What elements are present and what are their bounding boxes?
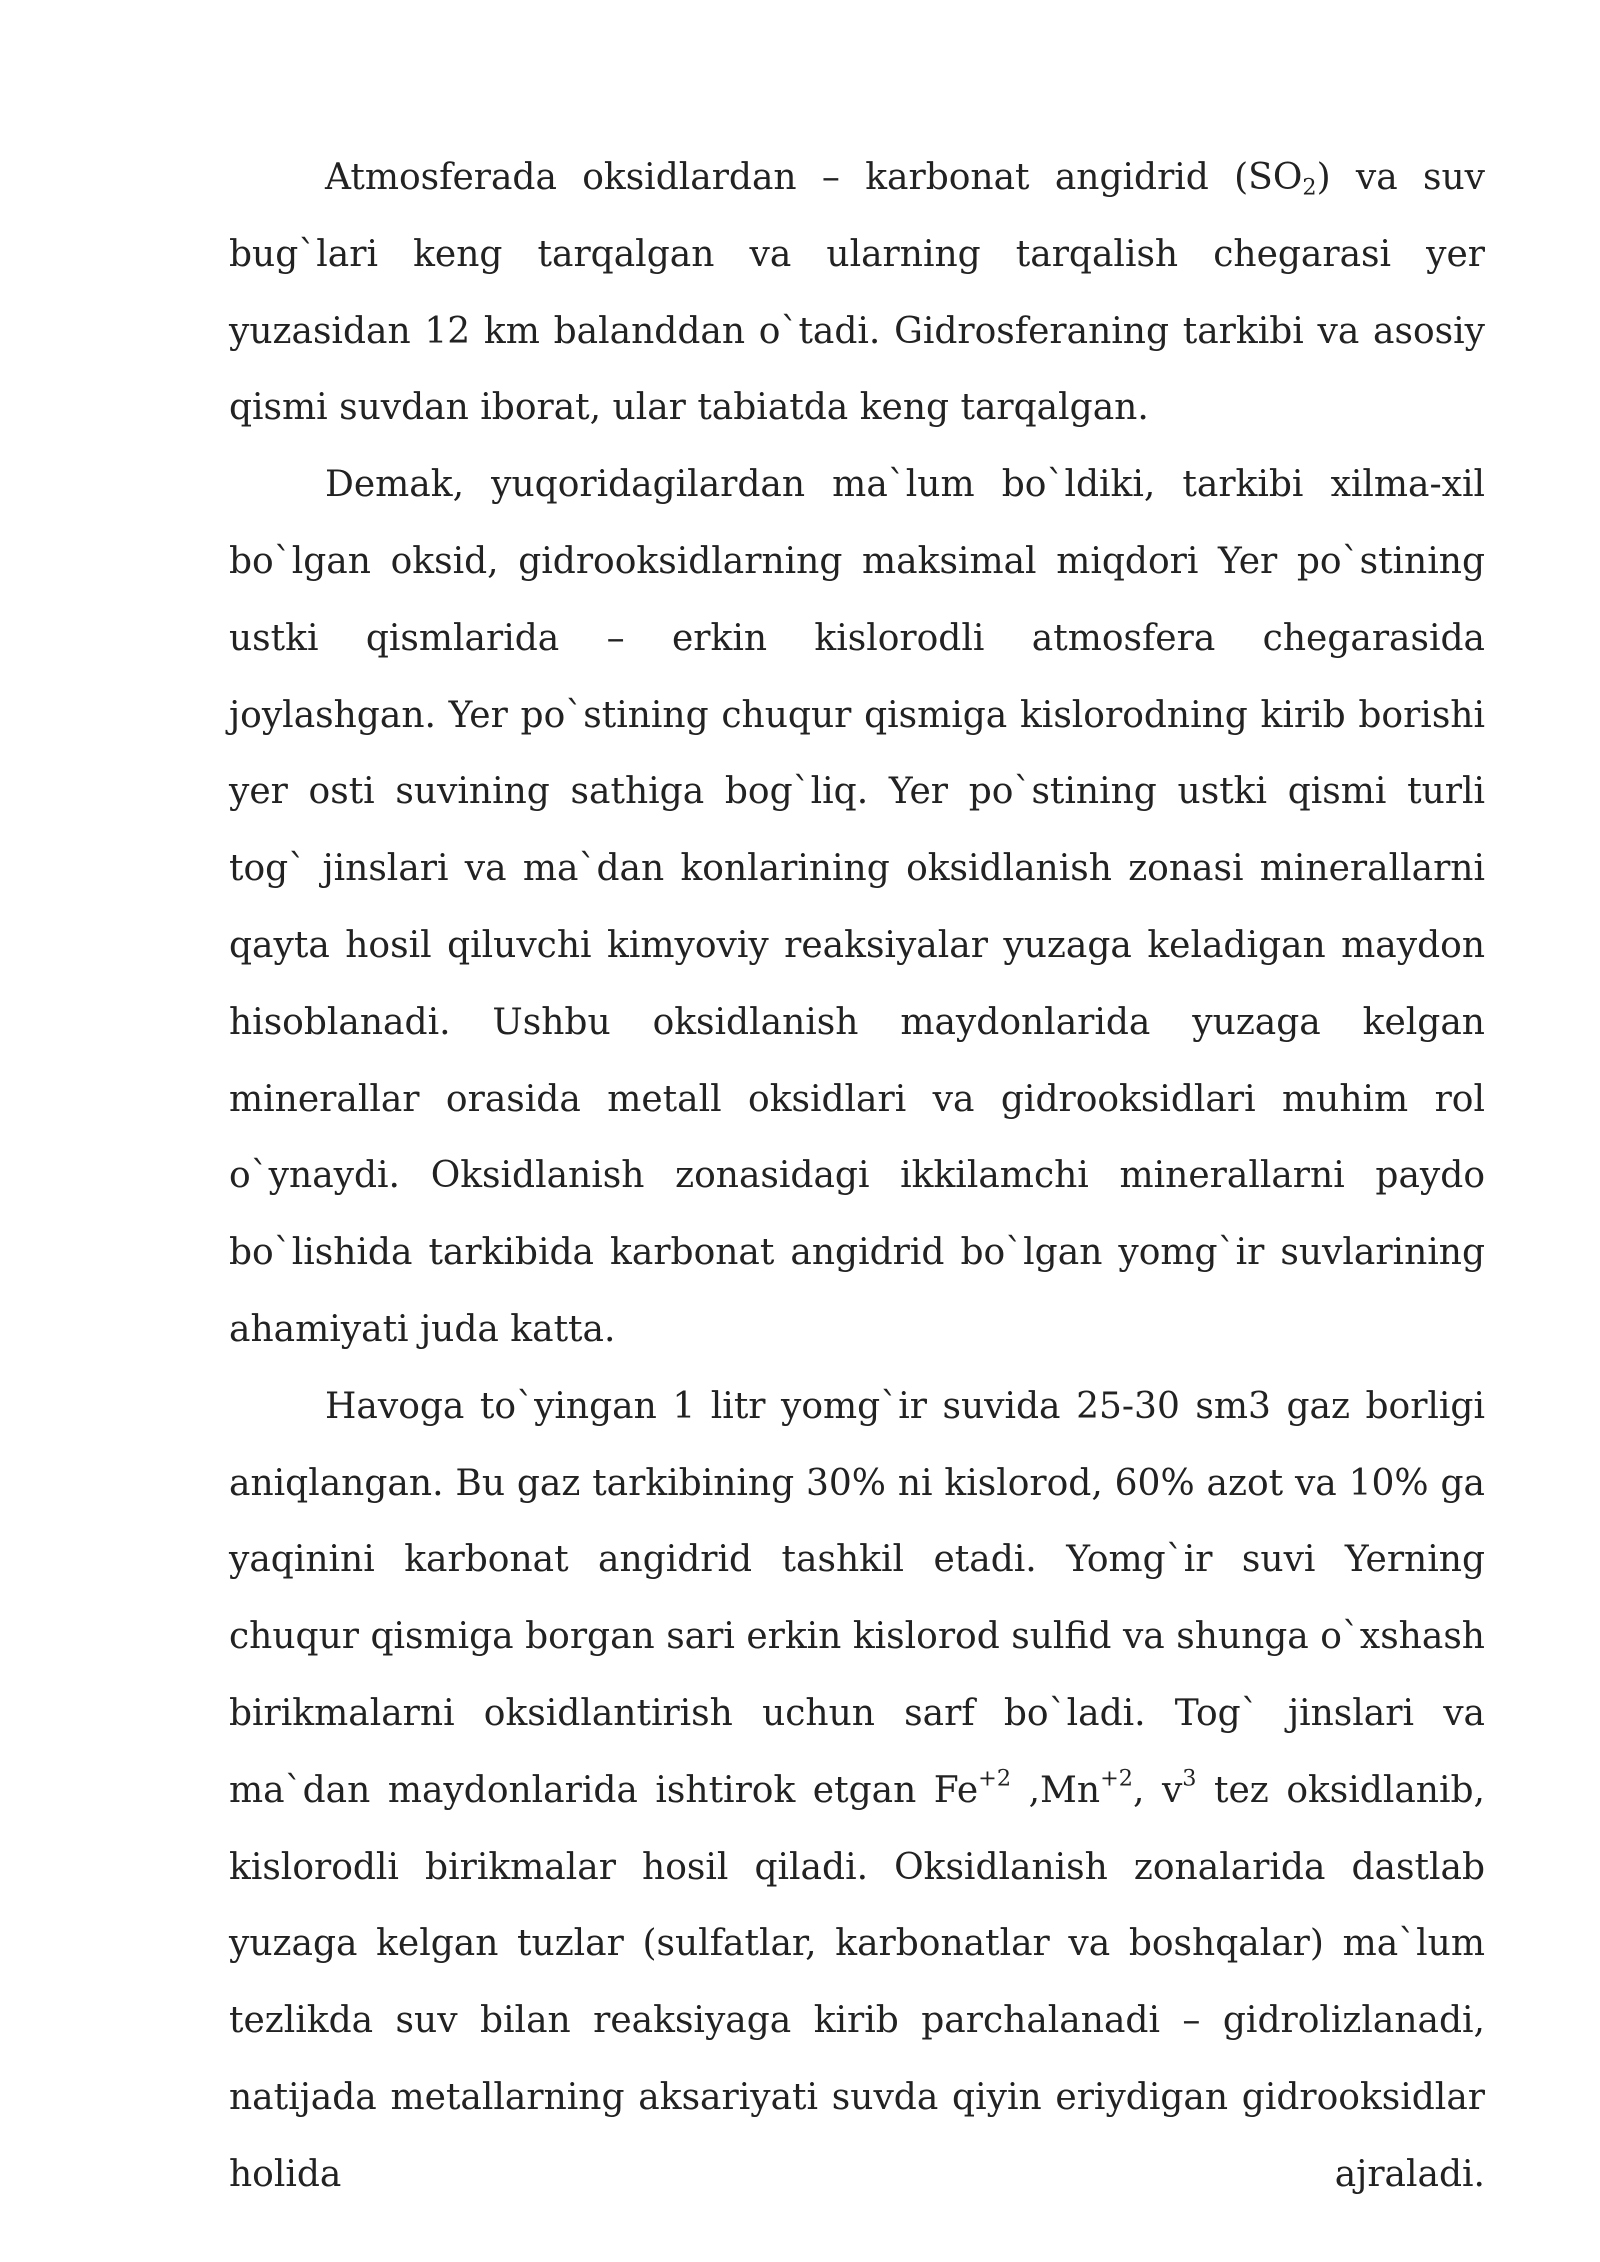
paragraph-1-text-a: Atmosferada oksidlardan – karbonat angidrid (SO [325,157,1303,198]
paragraph-havoga [229,1369,1485,2214]
paragraph-3-text-b: ,Mn [1011,1769,1101,1811]
paragraph-demak: Demak, yuqoridagilardan ma`lum bo`ldiki, tarkibi xilma-xil bo`lgan oksid, gidrooksidlarning maksimal miqdori Yer po`stining ustki qismlarida – erkin kislorodli atmosfera chegarasida joylashgan. Yer po`stining chuqur qismiga kislorodning kirib borishi yer osti suvining sathiga bog`liq. Yer po`stining ustki qismi turli tog` jinslari va ma`dan konlarining oksidlanish zonasi minerallarni qayta hosil qiluvchi kimyoviy reaksiyalar yuzaga keladigan maydon hisoblanadi. Ushbu oksidlanish maydonlarida yuzaga kelgan minerallar orasida metall oksidlari va gidrooksidlari muhim rol o`ynaydi. Oksidlanish zonasidagi ikkilamchi minerallarni paydo bo`lishida tarkibida karbonat angidrid bo`lgan yomg`ir suvlarining ahamiyati juda katta. [229,464,1485,1350]
document-body [229,140,1485,2214]
subscript-2: 2 [1302,174,1317,201]
superscript-v-charge: 3 [1182,1765,1197,1791]
paragraph-3-text-a: Havoga to`yingan 1 litr yomg`ir suvida 25-30 sm3 gaz borligi aniqlangan. Bu gaz tarkibining 30% ni kislorod, 60% azot va 10% ga yaqinini karbonat angidrid tashkil etadi. Yomg`ir suvi Yerning chuqur qismiga borgan sari erkin kislorod sulfid va shunga o`xshash birikmalarni oksidlantirish uchun sarf bo`ladi. Tog` jinslari va ma`dan maydonlarida ishtirok etgan Fe [229,1385,1485,1811]
paragraph-3-text-d: tez oksidlanib, kislorodli birikmalar hosil qiladi. Oksidlanish zonalarida dastlab yuzaga kelgan tuzlar (sulfatlar, karbonatlar va boshqalar) ma`lum tezlikda suv bilan reaksiyaga kirib parchalanadi – gidrolizlanadi, natijada metallarning aksariyati suvda qiyin eriydigan gidrooksidlar holida ajraladi. [229,1769,1485,2195]
superscript-mn-charge: +2 [1100,1765,1133,1791]
paragraph-atmosphere [229,140,1485,447]
paragraph-1-text-b: ) va suv bug`lari keng tarqalgan va ularning tarqalish chegarasi yer yuzasidan 12 km balanddan o`tadi. Gidrosferaning tarkibi va asosiy qismi suvdan iborat, ular tabiatda keng tarqalgan. [229,157,1485,429]
paragraph-3-text-c: , v [1132,1769,1183,1811]
superscript-fe-charge: +2 [978,1765,1012,1791]
